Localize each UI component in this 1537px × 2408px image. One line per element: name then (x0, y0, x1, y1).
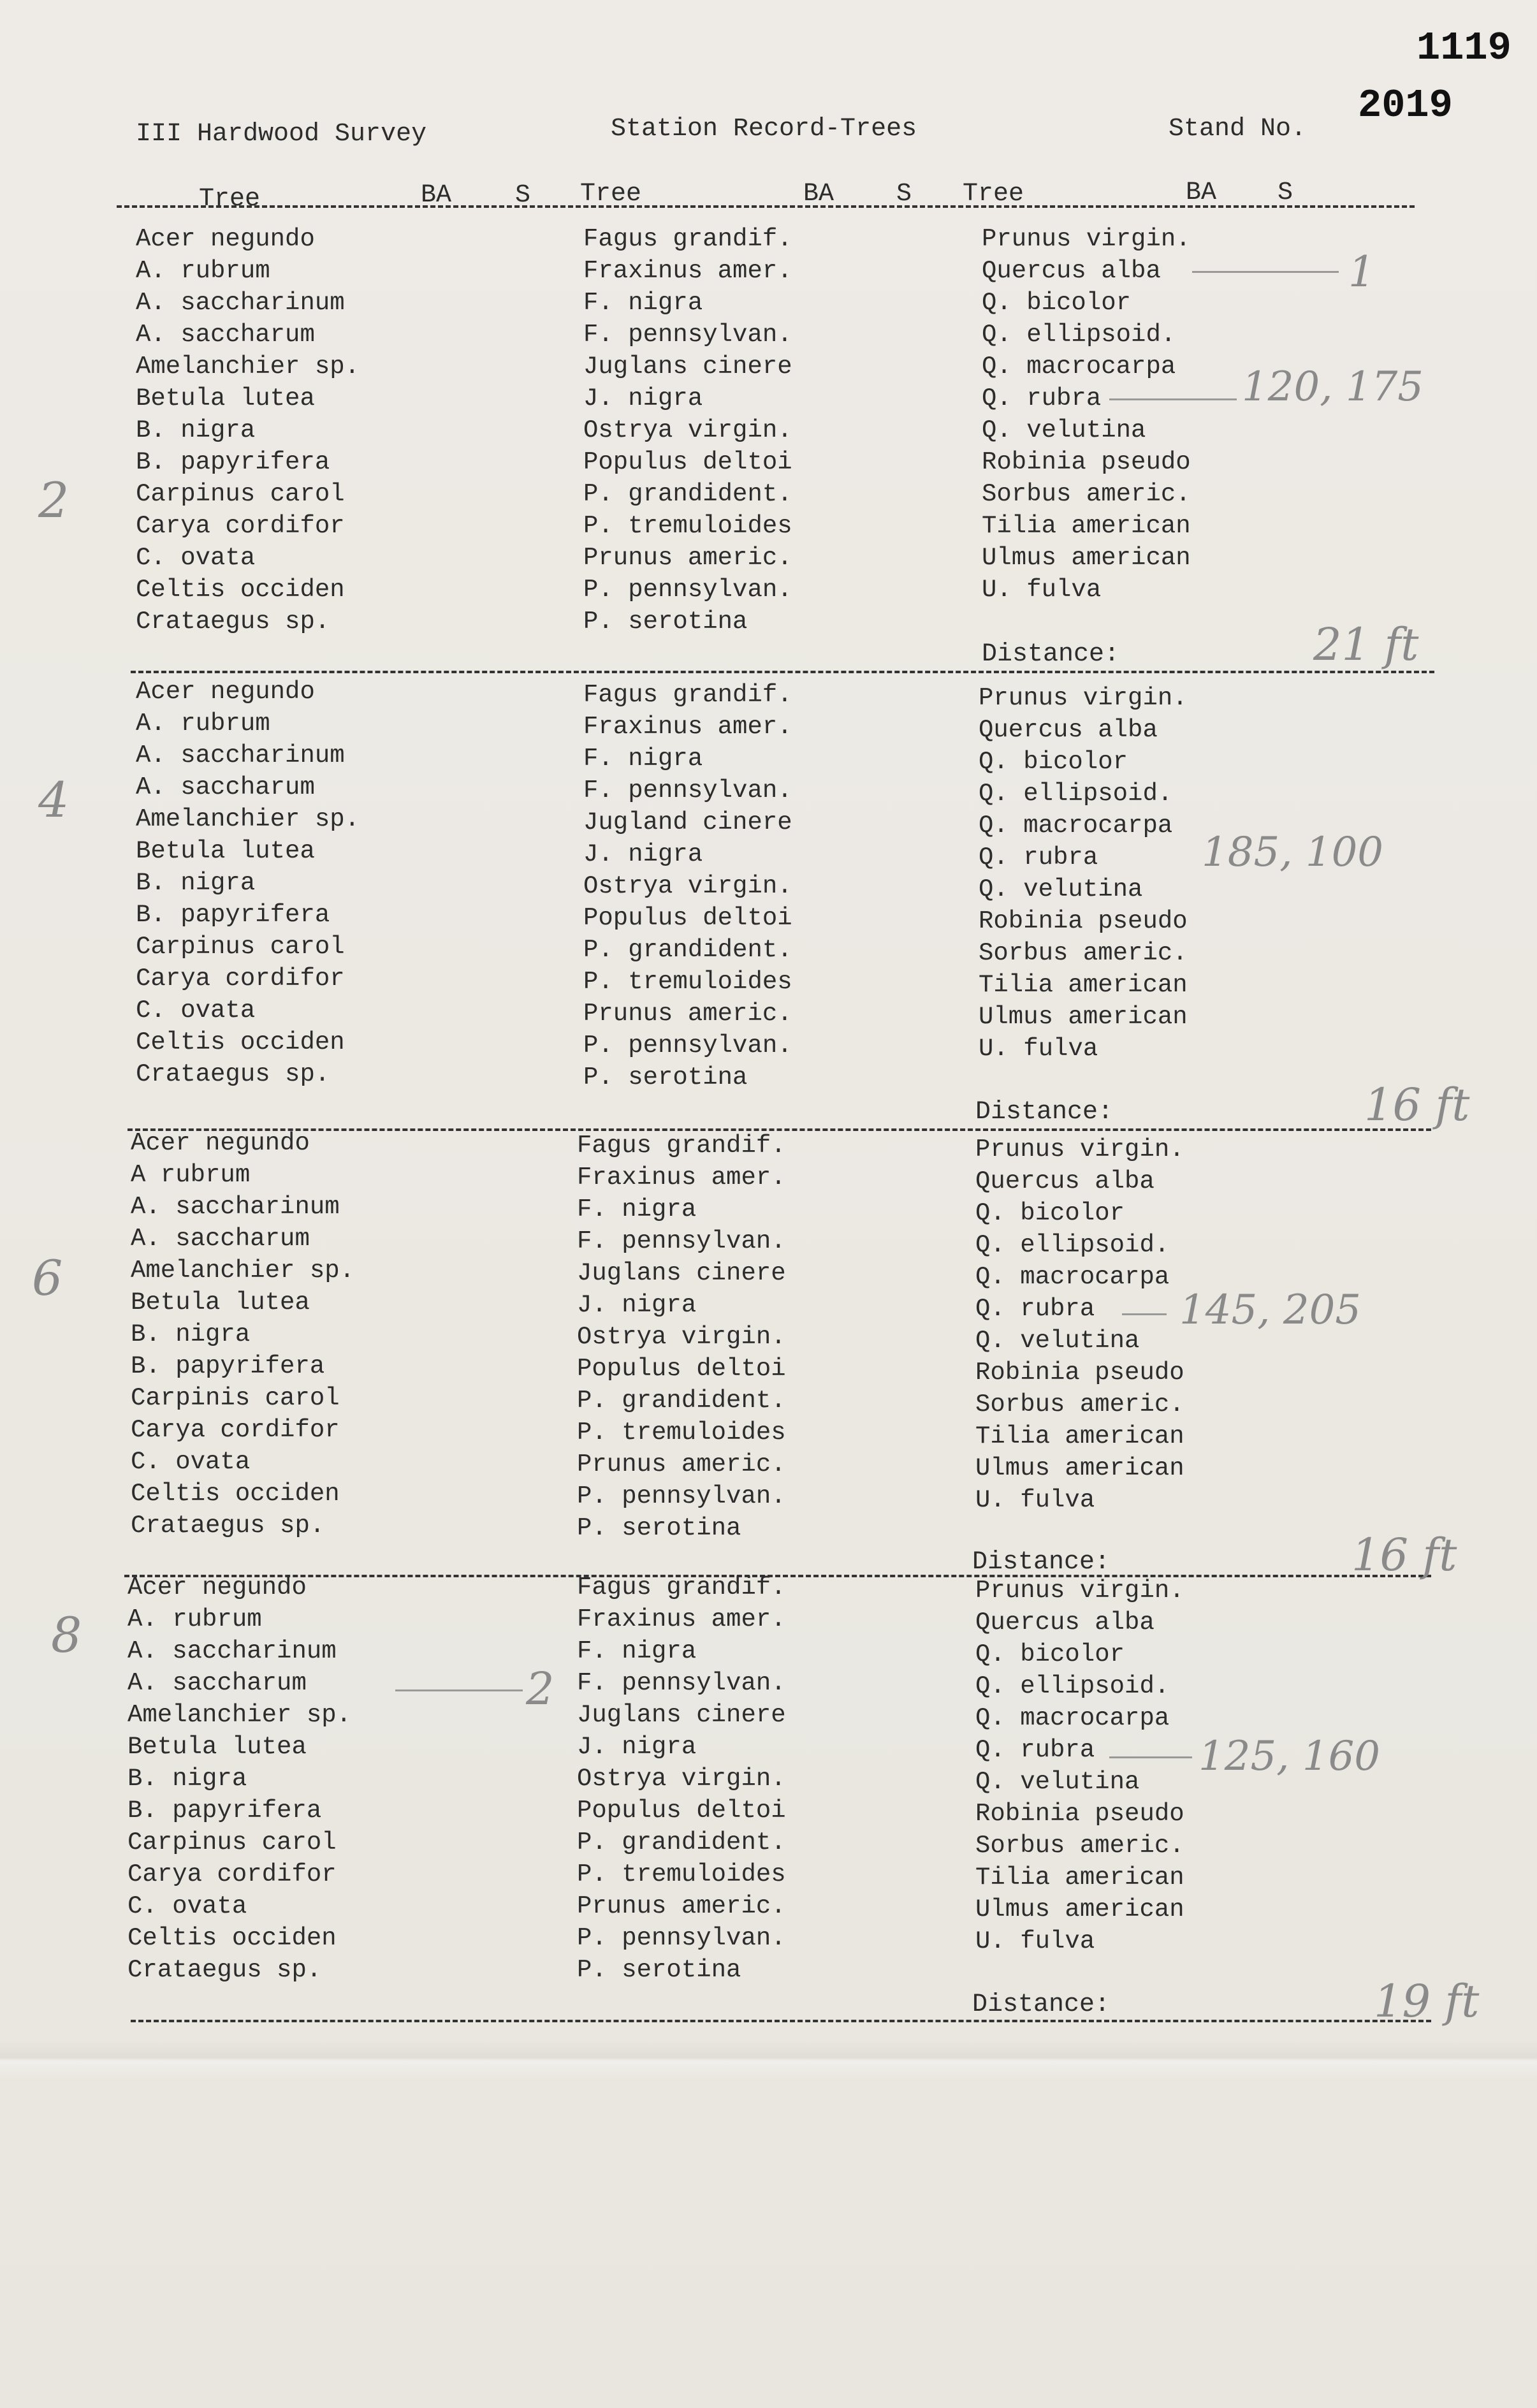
tree-name: C. ovata (136, 544, 256, 572)
section-divider (131, 671, 1434, 673)
tree-name: F. pennsylvan. (583, 777, 792, 805)
tree-name: A. saccharinum (127, 1637, 337, 1665)
tree-name: A. saccharum (127, 1669, 307, 1697)
tree-name: F. pennsylvan. (577, 1227, 786, 1255)
tree-name: Crataegus sp. (127, 1956, 322, 1984)
tree-name: Q. rubra (982, 384, 1102, 412)
section-2-col-1 (136, 676, 360, 1090)
tree-name: Betula lutea (136, 384, 315, 412)
tree-name: Prunus americ. (583, 1000, 792, 1028)
section-4-col-1 (127, 1572, 351, 1986)
distance-label: Distance: (975, 1098, 1114, 1127)
tree-name: Fraxinus amer. (583, 257, 792, 285)
tree-name: A. saccharinum (136, 741, 345, 770)
tree-name: F. pennsylvan. (577, 1669, 786, 1697)
tree-name: Q. ellipsoid. (975, 1231, 1170, 1259)
tree-name: F. nigra (577, 1195, 697, 1223)
handwritten-count: 2 (526, 1663, 555, 1715)
tree-name: F. nigra (577, 1637, 697, 1665)
tree-name: Sorbus americ. (975, 1390, 1184, 1419)
col-header-tree-2: Tree (580, 180, 642, 208)
tree-name: Prunus americ. (577, 1892, 786, 1920)
tree-name: Ulmus american (979, 1003, 1188, 1031)
tree-name: F. pennsylvan. (583, 321, 792, 349)
handwritten-distance: 19 ft (1374, 1975, 1480, 2027)
tree-name: A. saccharum (136, 773, 315, 801)
annotation-line (1192, 271, 1339, 273)
tree-name: Fagus grandif. (577, 1573, 786, 1602)
tree-name: P. pennsylvan. (583, 576, 792, 604)
handwritten-station-number: 4 (38, 771, 69, 828)
tree-name: Robinia pseudo (982, 448, 1191, 476)
tree-name: Quercus alba (979, 716, 1158, 744)
tree-name: Q. bicolor (979, 748, 1128, 776)
tree-name: Fraxinus amer. (583, 713, 792, 741)
tree-name: Carya cordifor (136, 512, 345, 540)
tree-name: Betula lutea (127, 1733, 307, 1761)
stamp-number-stand: 2019 (1358, 83, 1453, 128)
tree-name: F. nigra (583, 289, 703, 317)
tree-name: Celtis occiden (136, 1028, 345, 1056)
tree-name: Crataegus sp. (136, 608, 330, 636)
distance-label: Distance: (972, 1548, 1111, 1577)
tree-name: Populus deltoi (577, 1355, 786, 1383)
section-4-col-2 (577, 1572, 786, 1986)
tree-name: P. tremuloides (577, 1419, 786, 1447)
tree-name: Prunus virgin. (975, 1577, 1184, 1605)
paper-fold (0, 2040, 1537, 2078)
tree-name: A. saccharum (136, 321, 315, 349)
tree-name: P. tremuloides (583, 968, 792, 996)
tree-name: Celtis occiden (127, 1924, 337, 1952)
col-header-s-1: S (515, 181, 531, 210)
tree-name: Celtis occiden (131, 1480, 340, 1508)
tree-name: A. rubrum (136, 710, 270, 738)
tree-name: Acer negundo (127, 1573, 307, 1602)
tree-name: Amelanchier sp. (136, 805, 360, 833)
tree-name: Prunus virgin. (979, 684, 1188, 712)
tree-name: Fagus grandif. (583, 681, 792, 709)
tree-name: Amelanchier sp. (136, 353, 360, 381)
tree-name: Amelanchier sp. (131, 1257, 355, 1285)
tree-name: Q. velutina (975, 1768, 1140, 1796)
tree-name: Acer negundo (136, 678, 315, 706)
tree-name: B. papyrifera (136, 448, 330, 476)
section-divider (131, 2020, 1431, 2022)
col-header-s-2: S (896, 180, 912, 208)
tree-name: B. papyrifera (136, 901, 330, 929)
tree-name: Carya cordifor (136, 965, 345, 993)
tree-name: A rubrum (131, 1161, 251, 1189)
tree-name: P. grandident. (583, 936, 792, 964)
tree-name: C. ovata (127, 1892, 247, 1920)
tree-name: P. serotina (577, 1514, 741, 1542)
tree-name: Sorbus americ. (982, 480, 1191, 508)
tree-name: Populus deltoi (583, 448, 792, 476)
tree-name: P. tremuloides (583, 512, 792, 540)
tree-name: Q. ellipsoid. (979, 780, 1173, 808)
tree-name: Sorbus americ. (975, 1832, 1184, 1860)
handwritten-rubra-values: 120, 175 (1242, 363, 1424, 411)
tree-name: P. pennsylvan. (577, 1482, 786, 1510)
record-title: Station Record-Trees (611, 115, 917, 143)
tree-name: P. serotina (583, 608, 748, 636)
tree-name: Carpinus carol (136, 933, 345, 961)
tree-name: Juglans cinere (577, 1701, 786, 1729)
stamp-number-top: 1119 (1417, 26, 1512, 71)
tree-name: Fagus grandif. (583, 225, 792, 253)
section-3-col-1 (131, 1127, 354, 1542)
tree-name: J. nigra (583, 384, 703, 412)
col-header-s-3: S (1278, 179, 1293, 207)
annotation-line (1109, 1756, 1192, 1758)
section-1-col-1 (136, 223, 360, 638)
tree-name: B. nigra (136, 416, 256, 444)
tree-name: Crataegus sp. (136, 1060, 330, 1088)
handwritten-count: 1 (1348, 247, 1375, 296)
tree-name: Juglans cinere (577, 1259, 786, 1287)
tree-name: Quercus alba (982, 257, 1161, 285)
handwritten-rubra-values: 125, 160 (1198, 1733, 1380, 1780)
tree-name: Acer negundo (131, 1129, 310, 1157)
tree-name: Carpinis carol (131, 1384, 340, 1412)
tree-name: Ostrya virgin. (577, 1765, 786, 1793)
stand-label: Stand No. (1169, 115, 1307, 143)
section-1-col-2 (583, 223, 792, 638)
tree-name: Celtis occiden (136, 576, 345, 604)
tree-name: P. tremuloides (577, 1860, 786, 1888)
annotation-line (1109, 398, 1237, 400)
tree-name: Q. macrocarpa (979, 812, 1173, 840)
tree-name: Q. ellipsoid. (982, 321, 1176, 349)
tree-name: A. rubrum (136, 257, 270, 285)
handwritten-station-number: 6 (32, 1250, 63, 1306)
tree-name: P. grandident. (577, 1828, 786, 1857)
tree-name: B. papyrifera (131, 1352, 325, 1380)
tree-name: Fagus grandif. (577, 1132, 786, 1160)
section-4-col-3 (975, 1575, 1184, 1957)
tree-name: Sorbus americ. (979, 939, 1188, 967)
tree-name: J. nigra (577, 1733, 697, 1761)
tree-name: Q. macrocarpa (975, 1704, 1170, 1732)
tree-name: C. ovata (136, 996, 256, 1025)
section-1-col-3 (982, 223, 1191, 606)
tree-name: Prunus americ. (583, 544, 792, 572)
tree-name: Prunus virgin. (975, 1135, 1184, 1164)
section-3-col-2 (577, 1130, 786, 1544)
tree-name: Populus deltoi (577, 1797, 786, 1825)
tree-name: A. saccharum (131, 1225, 310, 1253)
tree-name: Carya cordifor (127, 1860, 337, 1888)
tree-name: Ostrya virgin. (583, 872, 792, 900)
tree-name: Ulmus american (975, 1454, 1184, 1482)
tree-name: Ulmus american (982, 544, 1191, 572)
tree-name: C. ovata (131, 1448, 251, 1476)
tree-name: Q. rubra (979, 843, 1098, 872)
tree-name: Tilia american (975, 1422, 1184, 1450)
tree-name: P. pennsylvan. (583, 1032, 792, 1060)
section-3-col-3 (975, 1134, 1184, 1516)
distance-label: Distance: (982, 640, 1120, 669)
tree-name: Carpinus carol (127, 1828, 337, 1857)
col-header-ba-3: BA (1186, 179, 1217, 207)
handwritten-rubra-values: 185, 100 (1202, 829, 1383, 876)
tree-name: Prunus americ. (577, 1450, 786, 1478)
tree-name: A. saccharinum (131, 1193, 340, 1221)
tree-name: Tilia american (982, 512, 1191, 540)
handwritten-distance: 21 ft (1313, 618, 1419, 671)
tree-name: Acer negundo (136, 225, 315, 253)
handwritten-station-number: 8 (51, 1607, 82, 1663)
tree-name: Prunus virgin. (982, 225, 1191, 253)
tree-name: Q. velutina (975, 1327, 1140, 1355)
handwritten-station-number: 2 (38, 472, 69, 529)
col-header-tree-1: Tree (199, 185, 261, 214)
tree-name: Tilia american (979, 971, 1188, 999)
tree-name: P. pennsylvan. (577, 1924, 786, 1952)
tree-name: Q. rubra (975, 1736, 1095, 1764)
tree-name: P. serotina (583, 1063, 748, 1091)
tree-name: Q. bicolor (975, 1640, 1125, 1668)
tree-name: Q. bicolor (982, 289, 1132, 317)
tree-name: Betula lutea (131, 1288, 310, 1317)
tree-name: Ostrya virgin. (577, 1323, 786, 1351)
header-divider (117, 205, 1415, 208)
tree-name: Carpinus carol (136, 480, 345, 508)
tree-name: Jugland cinere (583, 808, 792, 836)
tree-name: J. nigra (577, 1291, 697, 1319)
survey-title: III Hardwood Survey (136, 120, 427, 149)
col-header-ba-1: BA (421, 181, 452, 210)
tree-name: F. nigra (583, 745, 703, 773)
tree-name: Q. bicolor (975, 1199, 1125, 1227)
tree-name: A. saccharinum (136, 289, 345, 317)
tree-name: Q. velutina (979, 875, 1143, 903)
tree-name: Populus deltoi (583, 904, 792, 932)
tree-name: U. fulva (975, 1486, 1095, 1514)
col-header-ba-2: BA (803, 180, 834, 208)
tree-name: Q. rubra (975, 1295, 1095, 1323)
tree-name: A. rubrum (127, 1605, 262, 1633)
tree-name: B. papyrifera (127, 1797, 322, 1825)
tree-name: U. fulva (979, 1035, 1098, 1063)
tree-name: B. nigra (136, 869, 256, 897)
distance-label: Distance: (972, 1990, 1111, 2019)
tree-name: P. serotina (577, 1956, 741, 1984)
tree-name: B. nigra (131, 1320, 251, 1348)
tree-name: Fraxinus amer. (577, 1605, 786, 1633)
tree-name: Tilia american (975, 1864, 1184, 1892)
tree-name: Ulmus american (975, 1895, 1184, 1923)
tree-name: Q. macrocarpa (982, 353, 1176, 381)
tree-name: J. nigra (583, 840, 703, 868)
tree-name: Robinia pseudo (975, 1359, 1184, 1387)
col-header-tree-3: Tree (963, 180, 1024, 208)
tree-name: Crataegus sp. (131, 1512, 325, 1540)
tree-name: Q. macrocarpa (975, 1263, 1170, 1291)
tree-name: U. fulva (982, 576, 1102, 604)
annotation-line (1122, 1313, 1167, 1315)
tree-name: B. nigra (127, 1765, 247, 1793)
tree-name: Quercus alba (975, 1167, 1155, 1195)
handwritten-distance: 16 ft (1364, 1079, 1470, 1131)
tree-name: Juglans cinere (583, 353, 792, 381)
tree-name: Robinia pseudo (975, 1800, 1184, 1828)
section-2-col-3 (979, 682, 1188, 1065)
tree-name: U. fulva (975, 1927, 1095, 1955)
tree-name: Betula lutea (136, 837, 315, 865)
tree-name: Q. velutina (982, 416, 1146, 444)
tree-name: P. grandident. (577, 1387, 786, 1415)
tree-name: Quercus alba (975, 1609, 1155, 1637)
tree-name: Amelanchier sp. (127, 1701, 352, 1729)
section-2-col-2 (583, 679, 792, 1093)
handwritten-distance: 16 ft (1351, 1529, 1457, 1581)
tree-name: Ostrya virgin. (583, 416, 792, 444)
tree-name: Fraxinus amer. (577, 1164, 786, 1192)
tree-name: Robinia pseudo (979, 907, 1188, 935)
tree-name: Carya cordifor (131, 1416, 340, 1444)
tree-name: P. grandident. (583, 480, 792, 508)
tree-name: Q. ellipsoid. (975, 1672, 1170, 1700)
annotation-line (395, 1689, 523, 1691)
handwritten-rubra-values: 145, 205 (1179, 1287, 1361, 1334)
